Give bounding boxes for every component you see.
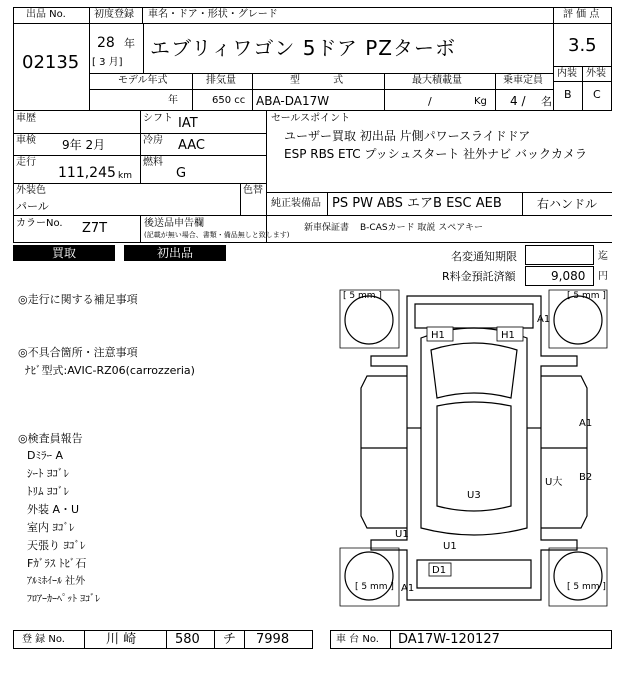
model-year-unit: 年 xyxy=(168,95,178,106)
col-line-1 xyxy=(140,111,141,183)
sales-label: セールスポイント xyxy=(271,113,351,124)
inspector-item: ｼｰﾄ ﾖｺﾞﾚ xyxy=(27,467,69,480)
ac-label: 冷房 xyxy=(143,135,163,146)
reg-year: 28 xyxy=(97,35,115,51)
score-label: 評 価 点 xyxy=(563,9,600,20)
recycle-label: R料金預託済額 xyxy=(442,270,516,283)
mileage-label: 走行 xyxy=(16,157,36,168)
car-name-label: 車名・ドア・形状・グレード xyxy=(148,9,278,20)
ext-color-label: 外装色 xyxy=(16,185,46,196)
mark-a1-right: A1 xyxy=(579,418,593,429)
chassis-number: DA17W-120127 xyxy=(398,632,500,647)
tire-label-bl: [ 5 mm ] xyxy=(355,582,394,592)
lot-number: 02135 xyxy=(22,52,80,73)
sep-1 xyxy=(192,73,193,111)
inspector-item: ﾄﾘﾑ ﾖｺﾞﾚ xyxy=(27,485,69,498)
tire-label-br: [ 5 mm ] xyxy=(567,582,606,592)
inspector-item: Fｶﾞﾗｽ ﾄﾋﾞ石 xyxy=(27,557,87,570)
history-label: 車歴 xyxy=(16,113,36,124)
inspector-title: ◎検査員報告 xyxy=(18,432,83,445)
ac-value: AAC xyxy=(178,138,205,153)
inspection-value: 9年 2月 xyxy=(62,138,106,152)
windshield xyxy=(431,343,517,398)
recycle-unit: 円 xyxy=(598,271,608,282)
score-value: 3.5 xyxy=(568,35,597,56)
tire-tl xyxy=(345,296,393,344)
reg-col-4 xyxy=(244,630,245,649)
sales-line-1: ユーザー買取 初出品 片側パワースライドドア xyxy=(284,129,531,143)
chassis-label: 車 台 No. xyxy=(336,634,379,645)
mileage-unit: km xyxy=(118,171,132,181)
inspector-item: Dﾐﾗｰ A xyxy=(27,449,63,462)
shift-value: IAT xyxy=(178,116,198,131)
type-label: 型 式 xyxy=(290,75,344,86)
mark-u3: U3 xyxy=(467,490,481,501)
recycle-value: 9,080 xyxy=(551,269,586,283)
ext-color-value: パール xyxy=(16,200,49,213)
first-reg-label: 初度登録 xyxy=(94,9,134,20)
reg-class: 580 xyxy=(175,632,200,647)
max-load-sep: / xyxy=(428,95,432,108)
docs-note: (記載が無い場合、書類・備品無しと致します) xyxy=(144,231,290,239)
car-name: エブリィワゴン 5ドア PZターボ xyxy=(150,36,457,60)
reg-month: [ 3 月] xyxy=(92,57,123,68)
interior-label: 内装 xyxy=(557,68,577,79)
steering-col xyxy=(522,193,523,215)
reg-year-unit: 年 xyxy=(124,37,135,50)
capacity-unit: 名 xyxy=(541,95,552,108)
inspector-item: 天張り ﾖｺﾞﾚ xyxy=(27,539,86,552)
exterior-label: 外装 xyxy=(586,68,606,79)
equipment-label: 純正装備品 xyxy=(271,198,321,209)
equipment-mid-line xyxy=(267,215,612,216)
interior-grade: B xyxy=(564,88,572,101)
tire-frame-br xyxy=(549,548,607,606)
mark-a1-top: A1 xyxy=(537,314,551,325)
equipment-col xyxy=(327,193,328,215)
model-year-label: モデル年式 xyxy=(118,75,168,86)
reg-cell-divider xyxy=(143,24,144,73)
displacement-label: 排気量 xyxy=(206,75,236,86)
inspector-item: 室内 ﾖｺﾞﾚ xyxy=(27,521,75,534)
tire-br xyxy=(554,552,602,600)
deadline-label: 名変通知期限 xyxy=(451,250,517,263)
reg-col-1 xyxy=(84,630,85,649)
defect-title: ◎不具合箇所・注意事項 xyxy=(18,346,138,359)
mark-u-large: U大 xyxy=(545,477,563,488)
chassis-col xyxy=(390,630,391,649)
row-line-3 xyxy=(13,183,267,184)
mark-b2: B2 xyxy=(579,472,593,483)
warranty-label: 新車保証書 xyxy=(304,223,350,233)
sales-line-2: ESP RBS ETC プッシュスタート 社外ナビ バックカメラ xyxy=(284,147,587,161)
tire-label-tr: [ 5 mm ] xyxy=(567,291,606,301)
reg-col-3 xyxy=(214,630,215,649)
max-load-unit: Kg xyxy=(474,96,487,107)
fuel-label: 燃料 xyxy=(143,157,163,168)
warranty-value: B-CASカード 取説 スペアキー xyxy=(360,223,483,233)
docs-label: 後送品申告欄 xyxy=(144,218,204,229)
first-listing-bar: 初出品 xyxy=(124,245,226,261)
inspector-item: ﾌﾛｱｰｶｰﾍﾟｯﾄ ﾖｺﾞﾚ xyxy=(27,594,101,605)
equipment-value: PS PW ABS エアB ESC AEB xyxy=(332,196,502,211)
front-bumper xyxy=(415,304,533,328)
max-load-label: 最大積載量 xyxy=(412,75,462,86)
inspection-label: 車検 xyxy=(16,135,36,146)
side-panel-right xyxy=(541,376,587,528)
deadline-box xyxy=(525,245,594,265)
reg-kana: チ xyxy=(223,632,237,647)
color-change-label: 色替 xyxy=(243,185,263,196)
color-no-label: カラーNo. xyxy=(16,218,63,229)
col-line-3 xyxy=(140,215,141,243)
reg-number: 7998 xyxy=(256,632,290,647)
steering-value: 右ハンドル xyxy=(537,197,598,211)
mark-a1-bottom: A1 xyxy=(401,583,415,594)
mark-u1-left: U1 xyxy=(395,529,409,540)
car-damage-diagram xyxy=(335,288,612,608)
mark-u1-bottom: U1 xyxy=(443,541,457,552)
lot-label: 出品 No. xyxy=(26,9,66,20)
reg-city: 川 崎 xyxy=(106,632,137,647)
purchase-bar: 買取 xyxy=(13,245,115,261)
driving-title: ◎走行に関する補足事項 xyxy=(18,293,138,306)
fuel-value: G xyxy=(176,166,187,181)
deadline-unit: 迄 xyxy=(598,251,608,262)
type-value: ABA-DA17W xyxy=(256,94,330,108)
sep-3 xyxy=(384,73,385,111)
tire-frame-bl xyxy=(340,548,399,606)
mark-h1-right: H1 xyxy=(501,330,515,341)
tire-bl xyxy=(345,552,393,600)
exterior-grade: C xyxy=(593,88,601,101)
mark-h1-left: H1 xyxy=(431,330,445,341)
sep-4 xyxy=(495,73,496,111)
col-line-2 xyxy=(240,183,241,215)
side-panel-left xyxy=(361,376,407,528)
capacity-value: 4 / xyxy=(510,94,526,108)
tire-tr xyxy=(554,296,602,344)
navi-line: ﾅﾋﾞ型式:AVIC-RZ06(carrozzeria) xyxy=(25,364,195,377)
inspector-item: ｱﾙﾐﾎｲｰﾙ 社外 xyxy=(27,576,86,587)
tire-label-tl: [ 5 mm ] xyxy=(343,291,382,301)
sep-2 xyxy=(252,73,253,111)
displacement-value: 650 cc xyxy=(212,95,246,106)
mark-d1: D1 xyxy=(432,565,447,576)
color-no-value: Z7T xyxy=(82,221,108,236)
reg-col-2 xyxy=(166,630,167,649)
mileage-value: 111,245 xyxy=(58,165,116,181)
shift-label: シフト xyxy=(143,113,173,124)
capacity-label: 乗車定員 xyxy=(503,75,543,86)
inspector-item: 外装 A・U xyxy=(27,503,80,516)
reg-label: 登 録 No. xyxy=(22,634,65,645)
